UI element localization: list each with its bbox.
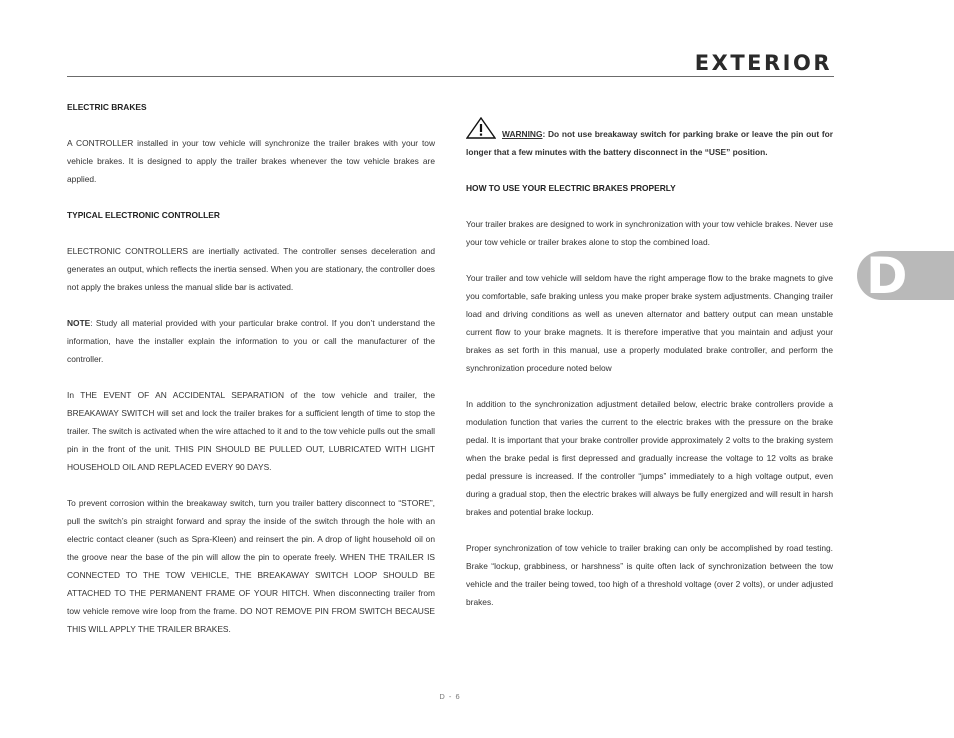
paragraph-prevent-corrosion: To prevent corrosion within the breakaway switch, turn you trailer battery disconnect to “STORE”, pull the switch’s pin straight forward and spray the inside of the switch through the hole with an electric contact cleaner (such as Spra-Kleen) and reinsert the pin. A drop of light household oil on the groove near the base of the pin will allow the pin to operate freely. WHEN THE TRAILER IS CONNECTED TO THE TOW VEHICLE, THE BREAKAWAY SWITCH LOOP SHOULD BE ATTACHED TO THE PERMANENT FRAME OF YOUR HITCH. When disconnecting trailer from tow vehicle remove wire loop from the frame. DO NOT REMOVE PIN FROM SWITCH BECAUSE THIS WILL APPLY THE TRAILER BRAKES. [67,498,435,634]
heading-electric-brakes: ELECTRIC BRAKES [67,102,147,112]
page-number: D - 6 [439,692,461,701]
paragraph-controller: A CONTROLLER installed in your tow vehicle will synchronize the trailer brakes with your tow vehicle brakes. It is designed to apply the trailer brakes whenever the tow vehicle brakes are applied. [67,138,435,184]
note-label: NOTE [67,318,91,328]
heading-how-to-use: HOW TO USE YOUR ELECTRIC BRAKES PROPERLY [466,183,676,193]
warning-word: WARNING [502,129,543,139]
warning-paragraph [466,117,833,161]
paragraph-amperage: Your trailer and tow vehicle will seldom have the right amperage flow to the brake magnets to give you comfortable, safe braking unless you make proper brake system adjustments. Changing trailer load and driving conditions as well as uneven alternator and battery output can mean unstable current flow to your brake magnets. It is therefore imperative that you maintain and adjust your brakes as set forth in this manual, use a properly modulated brake controller, and perform the synchronization procedure noted below [466,273,833,373]
section-tab-letter: D [866,247,908,305]
paragraph-note [67,314,435,368]
paragraph-accidental-separation: In THE EVENT OF AN ACCIDENTAL SEPARATION of the tow vehicle and trailer, the BREAKAWAY SWITCH will set and lock the trailer brakes for a sufficient length of time to stop the trailer. The switch is activated when the wire attached to it and to the tow vehicle pulls out the small pin in the front of the unit. THIS PIN SHOULD BE PULLED OUT, LUBRICATED WITH LIGHT HOUSEHOLD OIL AND REPLACED EVERY 90 DAYS. [67,390,435,472]
paragraph-modulation: In addition to the synchronization adjustment detailed below, electric brake controllers provide a modulation function that varies the current to the electric brakes with the pressure on the brake pedal. It is important that your brake controller provide approximately 2 volts to the braking system when the brake pedal is first depressed and gradually increase the voltage to 12 volts as brake pedal pressure is increased. If the controller “jumps” immediately to a high voltage output, even during a gradual stop, then the electric brakes will always be fully energized and will result in harsh brakes and potential brake lockup. [466,399,833,517]
note-text: : Study all material provided with your particular brake control. If you don’t understand the information, have the installer explain the information to you or call the manufacturer of the controller. [67,318,435,364]
warning-triangle-icon [466,117,496,137]
warning-text: : Do not use breakaway switch for parking brake or leave the pin out for longer that a few minutes with the battery disconnect in the “USE” position. [466,129,833,157]
paragraph-electronic-controllers: ELECTRONIC CONTROLLERS are inertially activated. The controller senses deceleration and generates an output, which reflects the inertia sensed. When you are stationary, the controller does not apply the brakes unless the manual slide bar is activated. [67,246,435,292]
paragraph-road-testing: Proper synchronization of tow vehicle to trailer braking can only be accomplished by road testing. Brake “lockup, grabbiness, or harshness” is quite often lack of synchronization between the tow vehicle and the trailer being towed, too high of a threshold voltage (over 2 volts), or under adjusted brakes. [466,543,833,607]
right-column [466,117,833,629]
left-column [67,98,435,656]
header-rule [67,76,834,77]
paragraph-synchronization: Your trailer brakes are designed to work in synchronization with your tow vehicle brakes. Never use your tow vehicle or trailer brakes alone to stop the combined load. [466,219,833,247]
section-title: EXTERIOR [694,51,832,75]
heading-typical-controller: TYPICAL ELECTRONIC CONTROLLER [67,210,220,220]
